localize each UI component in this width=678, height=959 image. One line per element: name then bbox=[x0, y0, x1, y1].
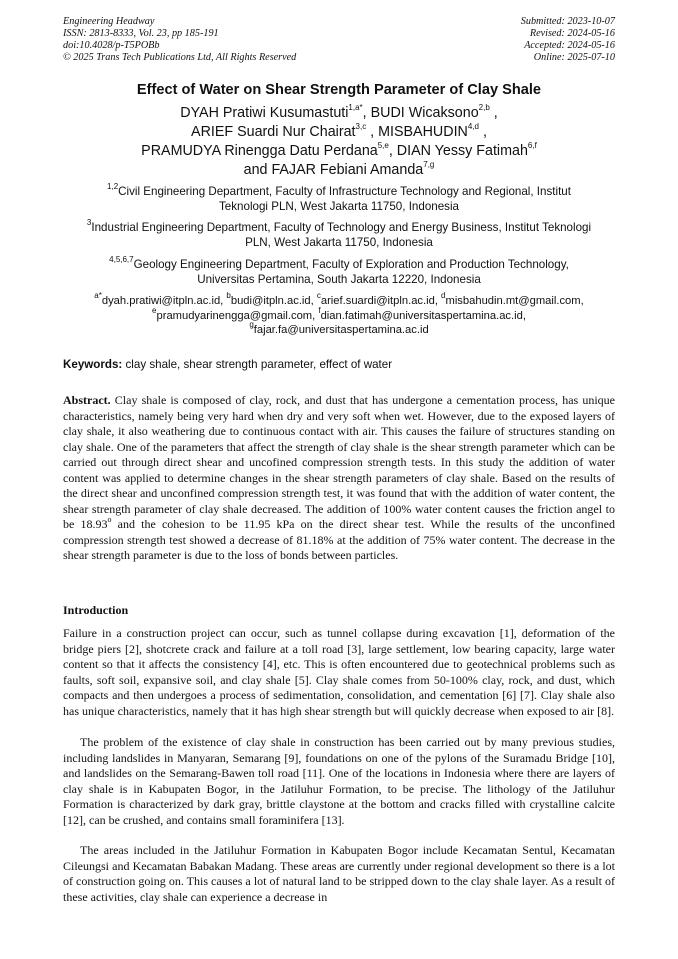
email-link[interactable]: dyah.pratiwi@itpln.ac.id, bbox=[101, 295, 227, 307]
introduction-paragraph: The problem of the existence of clay shale in construction has been carried out by many previous studies, including landslides in Manyaran, Semarang [9], foundations on one of the pylons of the Suramadu Bridge [10], and landslides on the Semarang-Bawen toll road [11]. One of the locations in Indonesia where there are layers of clay shale is in Kabupaten Bogor, in the Jatiluhur Formation, to be precise. The lithology of the Jatiluhur Formation is characterized by dark gray, brittle claystone at the bottom and cracks filled with crystalline calcite [12], can be crushed, and contains small foraminifera [13]. bbox=[63, 735, 615, 827]
email-link[interactable]: misbahudin.mt@gmail.com, bbox=[445, 295, 584, 307]
doi-line: doi:10.4028/p-T5POBb bbox=[63, 40, 160, 51]
author-line: PRAMUDYA Rinengga Datu Perdana$^{5,e}$, DIAN Yessy Fatimah$^{6,f}$ bbox=[141, 141, 537, 159]
submitted-date: Submitted: 2023-10-07 bbox=[520, 16, 615, 27]
journal-header-right bbox=[521, 16, 615, 64]
online-date: Online: 2025-07-10 bbox=[533, 52, 615, 63]
affiliation-industrial-engineering: $^3$Industrial Engineering Department, Faculty of Technology and Energy Business, Institut Teknologi PLN, West Jakarta 11750, Indonesia bbox=[86, 218, 592, 249]
introduction-paragraph: The areas included in the Jatiluhur Formation in Kabupaten Bogor include Kecamatan Sentul, Kecamatan Cileungsi and Kecamatan Babakan Madang. These areas are currently under regional development so there is a lot of construction going on. This causes a lot of natural land to be stripped down to the clay shale layer. As a result of these activities, clay shale can experience a decrease in bbox=[63, 843, 615, 904]
introduction-paragraph: Failure in a construction project can occur, such as tunnel collapse during excavation [1], deformation of the bridge piers [2], shotcrete crack and failure at a toll road [3], large settlement, low bearing capacity, large water content so that it affects the consistency [4], etc. This is often encountered due to geotechnical problems such as faults, soft soil, expansive soil, and clay shale [5]. Clay shale comes from 50-100% clay, rock, and dust, which compacts and then undergoes a process of sedimentation, consolidation, and cementation [6] [7]. Clay shale also has unique characteristics, namely that it has high shear strength but will quickly decrease when exposed to air [8]. bbox=[63, 626, 615, 718]
revised-date: Revised: 2024-05-16 bbox=[529, 28, 615, 39]
email-line: $^e$pramudyarinengga@gmail.com, $^f$dian.fatimah@universitaspertamina.ac.id, bbox=[152, 305, 526, 322]
abstract: Abstract. Clay shale is composed of clay, rock, and dust that has undergone a cementation process, has unique characteristics, namely being very hard when dry and very soft when wet. However, due to the exposed layers of clay shale, it also weathering due to continuous contact with air. This causes the failure of structures standing on clay shale. One of the parameters that affect the strength of clay shale is the shear strength parameter which can be carried out through direct shear and uncofined compression strength tests. In this study the addition of water content was applied to determine changes in the shear strength parameters of clay shale. Based on the results of the direct shear and unconfined compression strength test, it was found that with the addition of water content, the shear strength parameter of clay shale decreased. The addition of 100% water content causes the friction angel to be 18.93$^o$ and the cohesion to be 11.95 kPa on the direct shear test. While the results of the unconfined compression strength test showed a decrease of 81.18% at the addition of 75% water content. The decrease in the shear strength parameter is due to the loss of bonds between particles. bbox=[63, 393, 615, 562]
keywords bbox=[63, 358, 392, 371]
email-line: $^g$fajar.fa@universitaspertamina.ac.id bbox=[249, 320, 429, 336]
email-link[interactable]: dian.fatimah@universitaspertamina.ac.id, bbox=[320, 309, 526, 322]
issn-line: ISSN: 2813-8333, Vol. 23, pp 185-191 bbox=[63, 28, 219, 39]
affiliation-geology-engineering: $^{4,5,6,7}$Geology Engineering Department, Faculty of Exploration and Production Technology, Universitas Pertamina, South Jakarta 12220, Indonesia bbox=[109, 255, 569, 286]
section-heading-introduction: Introduction bbox=[63, 603, 129, 617]
email-link[interactable]: arief.suardi@itpln.ac.id, bbox=[320, 295, 442, 307]
author-line: and FAJAR Febiani Amanda$^{7,g}$ bbox=[243, 160, 435, 178]
keywords-text: clay shale, shear strength parameter, effect of water bbox=[122, 358, 393, 371]
keywords-label: Keywords: bbox=[63, 358, 123, 371]
affiliation-civil-engineering: $^{1,2}$Civil Engineering Department, Faculty of Infrastructure Technology and Regional, Institut Teknologi PLN, West Jakarta 11750, Indonesia bbox=[107, 182, 571, 213]
paper-title: Effect of Water on Shear Strength Parameter of Clay Shale bbox=[136, 82, 542, 98]
accepted-date: Accepted: 2024-05-16 bbox=[524, 40, 615, 51]
author-line: ARIEF Suardi Nur Chairat$^{3,c}$ , MISBAHUDIN$^{4,d}$ , bbox=[191, 122, 487, 140]
author-emails bbox=[40, 291, 638, 338]
author-list bbox=[40, 104, 638, 180]
journal-header-left bbox=[63, 16, 296, 64]
abstract-label: Abstract. bbox=[63, 393, 111, 407]
author-line: DYAH Pratiwi Kusumastuti$^{1,a*}$, BUDI Wicaksono$^{2,b}$ , bbox=[180, 103, 498, 121]
email-link[interactable]: fajar.fa@universitaspertamina.ac.id bbox=[253, 324, 429, 336]
email-link[interactable]: budi@itpln.ac.id, bbox=[230, 295, 317, 307]
copyright-line: © 2025 Trans Tech Publications Ltd, All Rights Reserved bbox=[63, 52, 297, 63]
email-line: $^{a*}$dyah.pratiwi@itpln.ac.id, $^b$budi@itpln.ac.id, $^c$arief.suardi@itpln.ac.id, $^d$misbahudin.mt@gmail.com, bbox=[94, 291, 584, 307]
email-link[interactable]: pramudyarinengga@gmail.com, bbox=[156, 309, 319, 322]
journal-name: Engineering Headway bbox=[63, 16, 155, 27]
